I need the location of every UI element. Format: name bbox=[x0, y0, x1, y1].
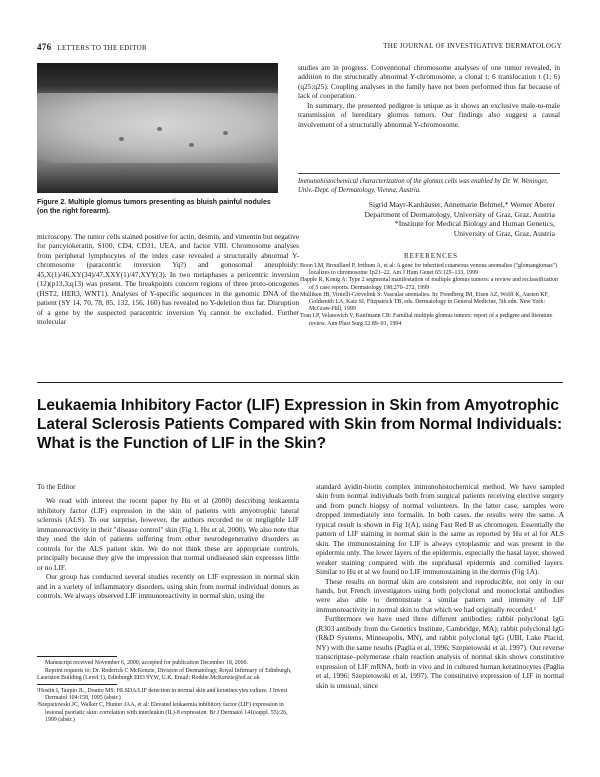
paragraph: We read with interest the recent paper by Hu et al (2000) describing leukaemia inhibitory factor (LIF) expression in the skin of patients with amyotrophic lateral sclerosis (ALS). To our surprise, however, the authors recorded no or negligible LIF immunoreactivity in their "disease control" skin (Fig 1, Hu et al, 2000). We also note that they used the skin of patients suffering from other neurodegenerative disorders as controls for the ALS patient skin. We do not think these are appropriate controls, principally because they give the impression that normal undiseased skin expresses little or no LIF. bbox=[37, 496, 299, 572]
affiliation: Department of Dermatology, University of Graz, Graz, Austria bbox=[364, 209, 555, 219]
article-body-right bbox=[316, 482, 564, 690]
salutation: To the Editor bbox=[37, 482, 76, 491]
article-title: Leukaemia Inhibitory Factor (LIF) Expression in Skin from Amyotrophic Lateral Sclerosis Patients Compared with Skin from Normal Individuals: What is the Function of LIF in the Skin? bbox=[37, 397, 563, 452]
figure-photo-forearm bbox=[37, 63, 278, 193]
reference-item: Happle R, Konig A: Type 2 segmental manifestation of multiple glomus tumors: a review and reclassification of 5 case reports. Dermatology 198:270–272, 1999 bbox=[300, 277, 558, 291]
author-block bbox=[300, 200, 555, 238]
paragraph: Our group has conducted several studies recently on LIF expression in normal skin and in a variety of inflammatory disorders, using skin from normal individual donors as controls. We always observed LIF immunoreactivity in normal skin, using the bbox=[37, 572, 299, 600]
journal-name: THE JOURNAL OF INVESTIGATIVE DERMATOLOGY bbox=[383, 42, 562, 50]
paragraph: These results on normal skin are consistent and reproducible, not only in our hands, but French investigators using both polyclonal and monoclonal antibodies were also able to demonstrate a similar pattern and intensity of LIF immunoreactivity in normal skin to that which we had originally recorded.¹ bbox=[316, 576, 564, 614]
section-name: LETTERS TO THE EDITOR bbox=[57, 44, 147, 52]
nodule-mark bbox=[157, 127, 162, 131]
nodule-mark bbox=[189, 143, 194, 147]
paragraph: Furthermore we have used three different antibodies: rabbit polyclonal IgG (R303 antibody from the Genetics Institute, Cambridge, MA); rabbit polyclonal IgG (R&D Systems, Minneapolis, MN), and rabbit polyclonal IgG (UBI, Lake Placid, NY) with the same results (Paglia et al, 1996; Szepietowski et al, 1997). Our reverse transcriptase–polymerase chain reaction analysis of normal skin shows constitutive expression of LIF mRNA, both in vivo and in cultured human keratinocytes (Paglia et al, 1996; Szepietowski et al, 1997). The constitutive expression of LIF in normal skin is unusual, since bbox=[316, 614, 564, 690]
affiliation: *Institute for Medical Biology and Human Genetics, bbox=[394, 219, 555, 229]
article-body-left bbox=[37, 482, 299, 600]
author-names: Sigrid Mayr-Kanhäuser, Annemarie Behmel,* Werner Aberer bbox=[368, 200, 555, 209]
left-column-continuation bbox=[37, 232, 299, 327]
footnote-rule bbox=[37, 684, 117, 685]
paragraph: standard avidin-biotin complex immunohistochemical method. We have sampled skin from normal individuals both from surgical patients receiving elective surgery and from punch biopsy of normal volunteers. In the latter case, samples were dropped immediately into formalin. In both cases, the results were the same. A typical result is shown in Fig 1(A), using Fast Red B as chromogen. Essentially the pattern of LIF staining in normal skin is the same as reported by Hu et al for ALS skin. The immunostaining for LIF is always cytoplasmic and was present in the epidermis only. The lower layers of the epidermis, especially the basal layer, showed weaker staining compared with the suprabasal epidermis and cornified layers. Similar to Hu et al we found no LIF immunostaining in the dermis (Fig 1A). bbox=[316, 482, 564, 577]
right-column-upper bbox=[298, 63, 560, 129]
section-divider bbox=[37, 382, 563, 383]
footnotes bbox=[37, 660, 299, 724]
nodule-mark bbox=[223, 131, 228, 135]
running-header-left bbox=[37, 42, 147, 52]
reference-item: Boon LM, Brouillard P, Irrthum A, et al: A gene for inherited cutaneous venous anomalies ("glomangiomas") localizes to chromosome 1p21–22. Am J Hum Genet 65:125–133, 1999 bbox=[300, 263, 558, 277]
reference-item: Mulliken JB, Virnelli-Grevelink S: Vascular anomalies. In: Freedberg IM, Eisen AZ, Wolff K, Austen KF, Goldsmith LA, Katz SI, Fitzpatrick TB, eds. Dermatology in General Medicine, 5th edn. New York: McGraw-Hill, 1999 bbox=[300, 291, 549, 313]
paragraph: microscopy. The tumor cells stained positive for actin, desmin, and vimentin but negative for pancytokeratin, S100, CD4, CD31, UEA, and factor VIII. Chromosome analyses from peripheral lymphocytes of the index case revealed a structurally abnormal Y-chromosome (paracentric inversion Yq?) and gonosomal aneuploidy: 45,X(1)/46,XY(34)/47,XXY(1)/47,XYY(3). In two metaphases a pericentric inversion (12)(p13,3;q13) was present. The breakpoints concern regions of three proto-oncogenes (HST2, HER3, WNT1). Analyses of Y-specific sequences in the genomic DNA of the patient (SY 14, 70, 78, 85, 132, 156, 160) has revealed no Y-deletion thus far. Disruption of a gene by the suspected paracentric inversion Yq cannot be excluded. Further molecular bbox=[37, 232, 299, 327]
acknowledgment: Immunohistochemical characterization of the glomus cells was enabled by Dr. W. Weninger, Univ.-Dept. of Dermatology, Vienna, Austria. bbox=[298, 173, 560, 195]
footnote-reference: ¹Hostin I, Taupin JL, Doutre MS: HLSDA/LIF detection in normal skin and keratinocytes culture. J Invest Dermatol 104:158, 1995 (abstr.) bbox=[37, 688, 288, 702]
figure-caption: Figure 2. Multiple glomus tumors presenting as bluish painful nodules (on the right forearm). bbox=[37, 199, 271, 215]
nodule-mark bbox=[119, 137, 124, 141]
footnote-reference: ²Szepietowski JC, Walker C, Hunter JAA, et al: Elevated leukaemia inhibitory factor (LIF) expression in lesional psoriatic skin: correlation with interleukin (IL)-8 expression. Br J Dermatol 141(suppl. 55):26, 1999 (abstr.) bbox=[37, 702, 288, 723]
footnote: Manuscript received November 6, 2000; accepted for publication December 18, 2000. bbox=[45, 660, 248, 666]
footnote-rule bbox=[37, 656, 117, 657]
references-heading: REFERENCES bbox=[404, 252, 458, 260]
paragraph: studies are in progress. Conventional chromosome analyses of one tumor revealed, in addition to the structurally abnormal Y-chromosome, a clonal t; 6 translocation t (1; 6)(q25;q25). Coupling analyses in the family have not been performed thus far because of lack of cooperation. bbox=[298, 63, 560, 101]
reference-item: Tran LP, Velanovich V, Kaufmann CR: Familial multiple glomus tumors: report of a pedigree and literature review. Ann Plast Surg 32:89–91, 1994 bbox=[300, 313, 553, 327]
paragraph: In summary, the presented pedigree is unique as it shows an exclusive male-to-male transmission of hereditary glomus tumors. Our findings also suggest a causal involvement of a structurally abnormal Y-chromosome. bbox=[298, 100, 560, 129]
page-number: 476 bbox=[37, 42, 52, 52]
footnote: Reprint requests to: Dr. Roderick C McKenzie, Division of Dermatology, Royal Infirmary of Edinburgh, Lauriston Building (Level 1), Edinburgh EH3 9YW, U.K. Email: Roddie.McKenzie@ed.ac.uk bbox=[37, 668, 292, 682]
reference-list bbox=[300, 263, 562, 328]
affiliation: University of Graz, Graz, Austria bbox=[453, 228, 555, 238]
